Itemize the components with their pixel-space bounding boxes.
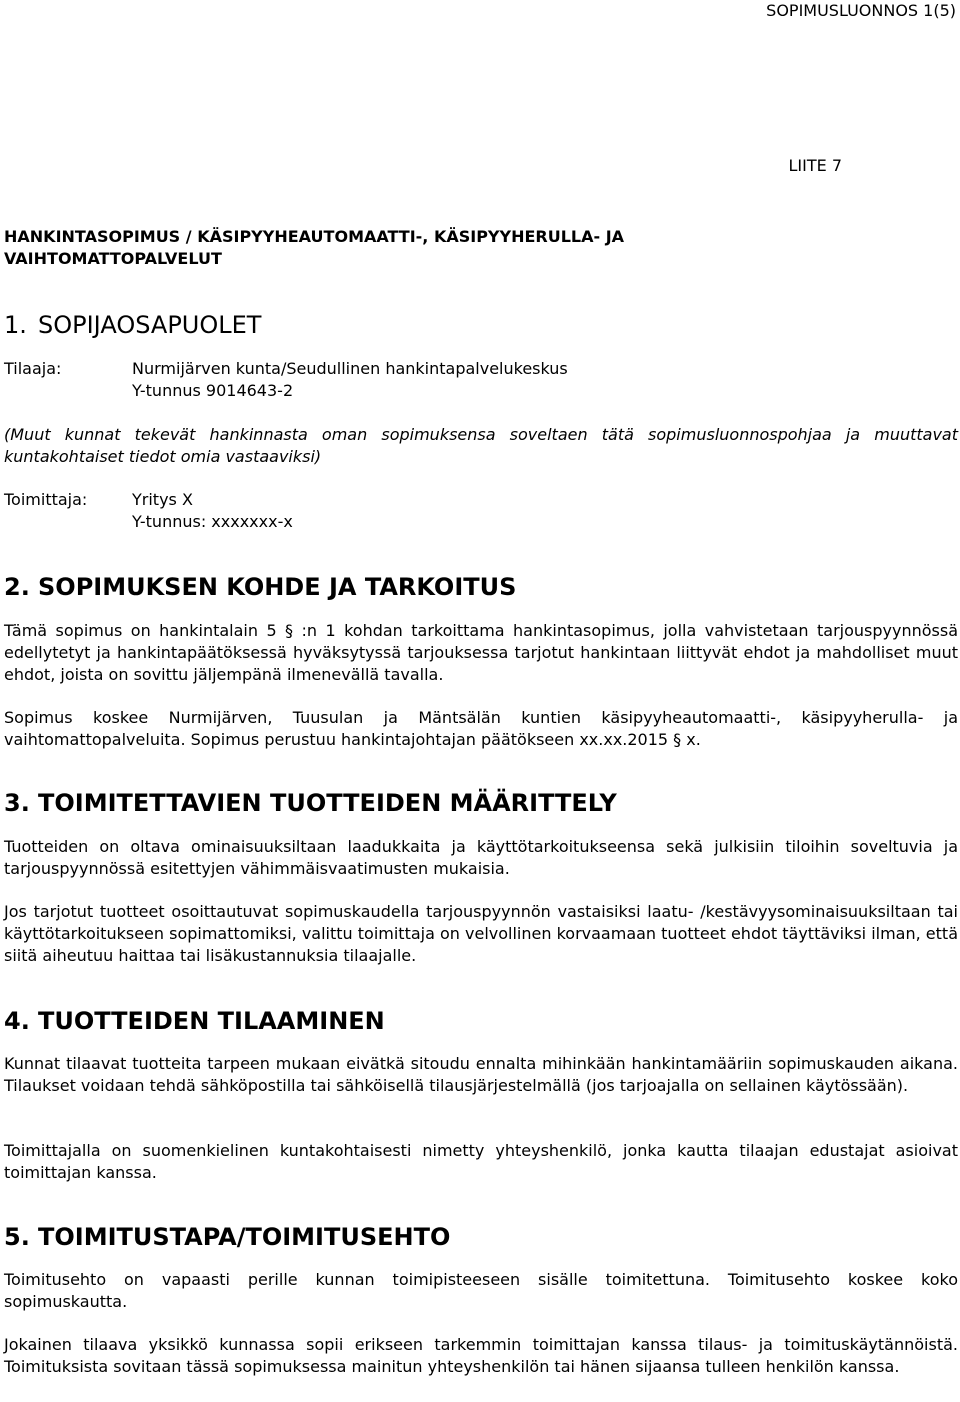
section-title: TOIMITETTAVIEN TUOTTEIDEN MÄÄRITTELY [38,789,617,817]
supplier-block [4,489,958,533]
buyer-label: Tilaaja: [4,359,62,378]
section4-paragraph-1-wrap [4,1053,958,1097]
buyer-name: Nurmijärven kunta/Seudullinen hankintapalvelukeskus [132,359,568,378]
document-status-label: SOPIMUSLUONNOS 1(5) [766,1,956,20]
section-number: 3. [4,789,30,817]
section3-paragraph-2-wrap [4,901,958,967]
supplier-label: Toimittaja: [4,490,88,509]
buyer-details [132,358,568,402]
supplier-name: Yritys X [132,490,193,509]
paragraph: Toimittajalla on suomenkielinen kuntakohtaisesti nimetty yhteyshenkilö, jonka kautta tilaajan edustajat asioivat toimittajan kanssa. [4,1141,958,1182]
paragraph: Tämä sopimus on hankintalain 5 § :n 1 kohdan tarkoittama hankintasopimus, jolla vahvistetaan tarjouspyynnössä edellytetyt ja hankintapäätöksessä hyväksytyssä tarjouksessa tarjotut hankintaan liittyvät ehdot ja mahdolliset muut ehdot, joista on sovittu jäljempänä ilmenevällä tavalla. [4,621,958,684]
section2-paragraph-2-wrap [4,707,958,751]
paragraph: Toimitusehto on vapaasti perille kunnan toimipisteeseen sisälle toimitettuna. Toimitusehto koskee koko sopimuskautta. [4,1270,958,1311]
buyer-block [4,358,958,402]
paragraph: Kunnat tilaavat tuotteita tarpeen mukaan eivätkä sitoudu ennalta mihinkään hankintamääriin sopimuskauden aikana. Tilaukset voidaan tehdä sähköpostilla tai sähköisellä tilausjärjestelmällä (jos tarjoajalla on sellainen käytössään). [4,1054,958,1095]
section-heading [4,1007,958,1035]
section-heading [4,789,958,817]
section5-paragraph-2-wrap [4,1334,958,1378]
section-title: SOPIMUKSEN KOHDE JA TARKOITUS [38,573,517,601]
section3-paragraph-1-wrap [4,836,958,880]
section-number: 1. [4,311,27,339]
section-subject [4,573,958,601]
section-title: TUOTTEIDEN TILAAMINEN [38,1007,385,1035]
paragraph: Jos tarjotut tuotteet osoittautuvat sopimuskaudella tarjouspyynnön vastaisiksi laatu- /kestävyysominaisuuksiltaan tai käyttötarkoitukseen sopimattomiksi, valittu toimittaja on velvollinen korvaamaan tuotteet ehdot täyttäviksi ilman, että siitä aiheutuu haittaa tai lisäkustannuksia tilaajalle. [4,902,958,965]
supplier-business-id: Y-tunnus: xxxxxxx-x [132,512,293,531]
section-heading [4,1223,958,1251]
buyer-business-id: Y-tunnus 9014643-2 [132,381,294,400]
other-municipalities-note: (Muut kunnat tekevät hankinnasta oman sopimuksensa soveltaen tätä sopimusluonnospohjaa ja muuttavat kuntakohtaiset tiedot omia vastaaviksi) [4,425,958,466]
section-parties [4,311,958,339]
section-heading [4,311,958,339]
section-title: SOPIJAOSAPUOLET [38,311,262,339]
paragraph: Tuotteiden on oltava ominaisuuksiltaan laadukkaita ja käyttötarkoitukseensa sekä julkisiin tiloihin soveltuvia ja tarjouspyynnössä esitettyjen vähimmäisvaatimusten mukaisia. [4,837,958,878]
section-number: 2. [4,573,30,601]
section-delivery [4,1223,958,1251]
section2-paragraph-1-wrap [4,620,958,686]
section-heading [4,573,958,601]
paragraph: Sopimus koskee Nurmijärven, Tuusulan ja Mäntsälän kuntien käsipyyheautomaatti-, käsipyyherulla- ja vaihtomattopalveluita. Sopimus perustuu hankintajohtajan päätökseen xx.xx.2015 § x. [4,708,958,749]
supplier-details [132,489,293,533]
section4-paragraph-2-wrap [4,1140,958,1184]
section-ordering [4,1007,958,1035]
section-title: TOIMITUSTAPA/TOIMITUSEHTO [38,1223,451,1251]
appendix-label: LIITE 7 [788,156,842,175]
section-number: 4. [4,1007,30,1035]
section-product-definition [4,789,958,817]
section5-paragraph-1-wrap [4,1269,958,1313]
paragraph: Jokainen tilaava yksikkö kunnassa sopii erikseen tarkemmin toimittajan kanssa tilaus- ja toimituskäytännöistä. Toimituksista sovitaan tässä sopimuksessa mainitun yhteyshenkilön tai hänen sijaansa tulleen henkilön kanssa. [4,1335,958,1376]
document-title: HANKINTASOPIMUS / KÄSIPYYHEAUTOMAATTI-, KÄSIPYYHERULLA- JA VAIHTOMATTOPALVELUT [4,227,625,268]
section-number: 5. [4,1223,30,1251]
